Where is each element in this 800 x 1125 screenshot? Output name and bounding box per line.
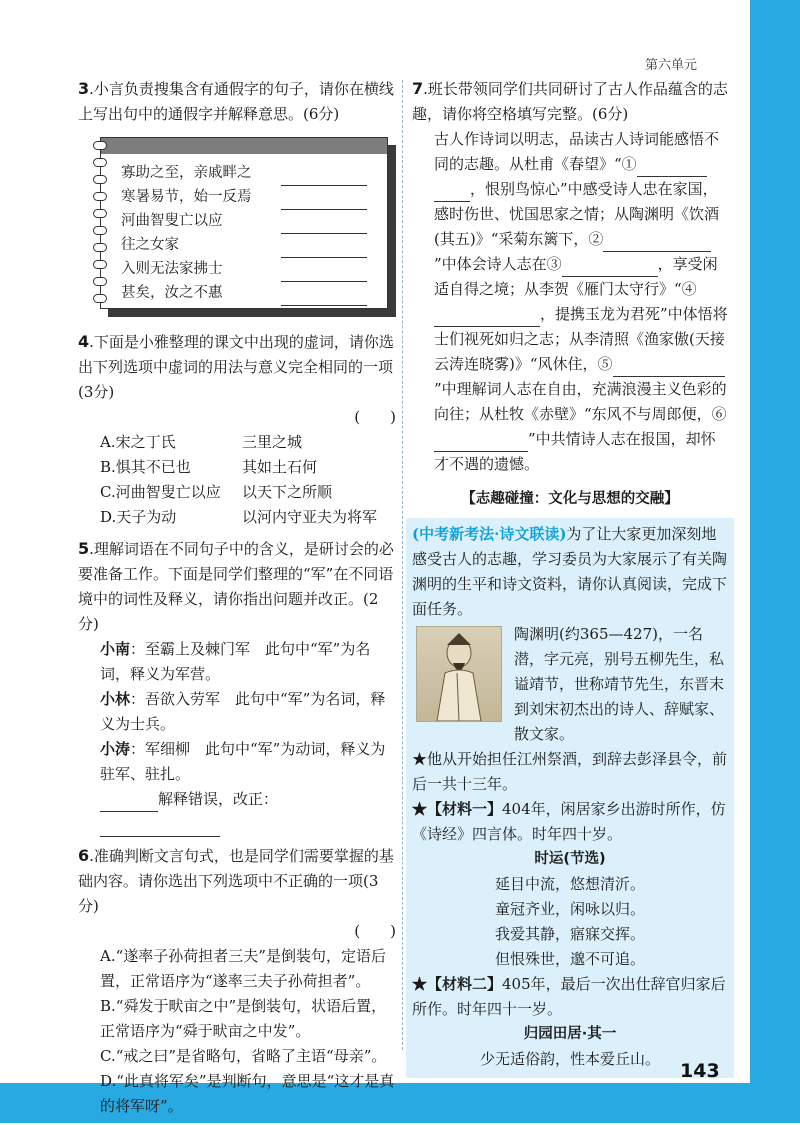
notebook-header-bar (101, 138, 387, 154)
poem-title: 时运(节选) (534, 851, 606, 867)
student-note: 小涛：军细柳 此句中“军”为动词，释义为驻军、驻扎。 (100, 740, 386, 783)
answer-line: 解释错误，改正： (78, 787, 396, 837)
option: D.“此真将军矣”是判断句，意思是“这才是真的将军呀”。 (100, 1072, 395, 1115)
answer-blank[interactable] (434, 309, 504, 327)
question-4 (78, 329, 396, 530)
question-text: .下面是小雅整理的课文中出现的虚词，请你选出下列选项中虚词的用法与意义完全相同的一项(3分) (78, 333, 394, 401)
question-6 (78, 843, 396, 1119)
answer-blank[interactable] (603, 234, 711, 252)
poet-portrait (416, 626, 502, 722)
intro: (中考新考法·诗文联读)为了让大家更加深刻地感受古人的志趣，学习委员为大家展示了有关陶渊明的生平和诗文资料，请你认真阅读，完成下面任务。 (412, 525, 728, 618)
question-number: 5 (78, 539, 90, 558)
right-column (412, 76, 728, 1078)
answer-paren[interactable]: ( ) (354, 408, 396, 426)
question-number: 7 (412, 79, 424, 98)
answer-paren[interactable]: ( ) (354, 922, 396, 940)
option: B.“舜发于畎亩之中”是倒装句，状语后置，正常语序为“舜于畎亩之中发”。 (100, 997, 387, 1040)
question-text: .准确判断文言句式，也是同学们需要掌握的基础内容。请你选出下列选项中不正确的一项(3分) (78, 847, 394, 915)
spiral-binding (93, 141, 107, 307)
reading-material-box (406, 518, 734, 1078)
page-number: 143 (680, 1060, 720, 1082)
option: A.“遂率子孙荷担者三夫”是倒装句，定语后置，正常语序为“遂率三夫子孙荷担者”。 (100, 947, 386, 990)
notebook-line: 寒暑易节，始一反焉 (121, 186, 383, 210)
answer-blank[interactable] (613, 359, 725, 377)
option-row: A.宋之丁氏 三里之城 (100, 433, 303, 451)
question-text: .班长带领同学们共同研讨了古人作品蕴含的志趣，请你将空格填写完整。(6分) (412, 80, 728, 123)
poet-bio: 陶渊明(约365—427)，一名潜，字元亮，别号五柳先生，私谥靖节，世称靖节先生，东晋末到刘宋初杰出的诗人、辞赋家、散文家。 (412, 622, 728, 747)
question-5 (78, 536, 396, 837)
question-3 (78, 76, 396, 127)
section-banner: 【志趣碰撞：文化与思想的交融】 (461, 491, 679, 507)
notebook-line: 入则无法家拂士 (121, 258, 383, 282)
fill-passage: 古人作诗词以明志，品读古人诗词能感悟不同的志趣。从杜甫《春望》“①，恨别鸟惊心”中感受诗人忠在家国，感时伤世、忧国思家之情；从陶渊明《饮酒(其五)》“采菊东篱下，②”中体会诗人志在③ ，享受闲适自得之境；从李贺《雁门太守行》“④，提携玉龙为君死”中体悟将士们视死如归之志；从李清照《渔家傲(天接云涛连晓雾)》“风休住，⑤”中理解词人志在自由，充满浪漫主义色彩的向往；从杜牧《赤壁》“东风不与周郎便，⑥”中共情诗人志在报国，却怀才不遇的遗憾。 (434, 130, 728, 473)
material-two: ★【材料二】405年，最后一次出仕辞官归家后所作。时年四十一岁。 (412, 975, 726, 1018)
option-row: D.天子为动 以河内守亚夫为将军 (100, 508, 378, 526)
option-row: B.惧其不已也 其如土石何 (100, 458, 318, 476)
page-frame-right (750, 0, 800, 1123)
left-column (78, 76, 396, 1125)
question-number: 4 (78, 332, 90, 351)
answer-blank[interactable] (281, 193, 367, 210)
poem-line: 但恨殊世，邈不可追。 (494, 950, 645, 968)
answer-blank[interactable] (434, 184, 470, 202)
answer-blank[interactable] (637, 159, 707, 177)
answer-blank[interactable] (100, 794, 158, 812)
student-note: 小南：至霸上及棘门军 此句中“军”为名词，释义为军营。 (100, 640, 371, 683)
student-note: 小林：吾欲入劳军 此句中“军”为名词，释义为士兵。 (100, 690, 386, 733)
bio-note: ★他从开始担任江州祭酒，到辞去彭泽县令，前后一共十三年。 (412, 750, 728, 793)
answer-blank[interactable] (100, 819, 220, 837)
poem-title: 归园田居·其一 (523, 1026, 617, 1042)
option: C.“戒之曰”是省略句，省略了主语“母亲”。 (100, 1047, 387, 1065)
material-one: ★【材料一】404年，闲居家乡出游时所作，仿《诗经》四言体。时年四十岁。 (412, 800, 726, 843)
answer-blank[interactable] (562, 259, 658, 277)
notebook-line: 河曲智叟亡以应 (121, 210, 383, 234)
poem-line: 少无适俗韵，性本爱丘山。 (479, 1050, 660, 1068)
answer-blank[interactable] (281, 289, 367, 306)
notebook-lines (121, 162, 383, 306)
answer-blank[interactable] (464, 434, 528, 452)
question-text: .理解词语在不同句子中的含义，是研讨会的必要准备工作。下面是同学们整理的“军”在不同语境中的词性及释义，请你指出问题并改正。(2分) (78, 540, 394, 633)
option-row: C.河曲智叟亡以应 以天下之所顺 (100, 483, 333, 501)
exam-tag: (中考新考法·诗文联读) (412, 525, 567, 543)
answer-blank[interactable] (434, 434, 464, 452)
answer-blank[interactable] (281, 241, 367, 258)
answer-blank[interactable] (281, 169, 367, 186)
notebook-line: 寡助之至，亲戚畔之 (121, 162, 383, 186)
poem-line: 我爱其静，寤寐交挥。 (494, 925, 645, 943)
question-7 (412, 76, 728, 477)
answer-blank[interactable] (281, 217, 367, 234)
question-number: 3 (78, 79, 90, 98)
poem-line: 延目中流，悠想清沂。 (494, 875, 645, 893)
unit-label: 第六单元 (645, 58, 698, 73)
notebook-card (100, 137, 398, 317)
question-number: 6 (78, 846, 90, 865)
notebook-line: 甚矣，汝之不惠 (121, 282, 383, 306)
answer-blank[interactable] (504, 309, 540, 327)
answer-blank[interactable] (281, 265, 367, 282)
notebook-line: 往之女家 (121, 234, 383, 258)
column-divider (402, 80, 403, 1050)
question-text: .小言负责搜集含有通假字的句子，请你在横线上写出句中的通假字并解释意思。(6分) (78, 80, 394, 123)
poem-line: 童冠齐业，闲咏以归。 (494, 900, 645, 918)
